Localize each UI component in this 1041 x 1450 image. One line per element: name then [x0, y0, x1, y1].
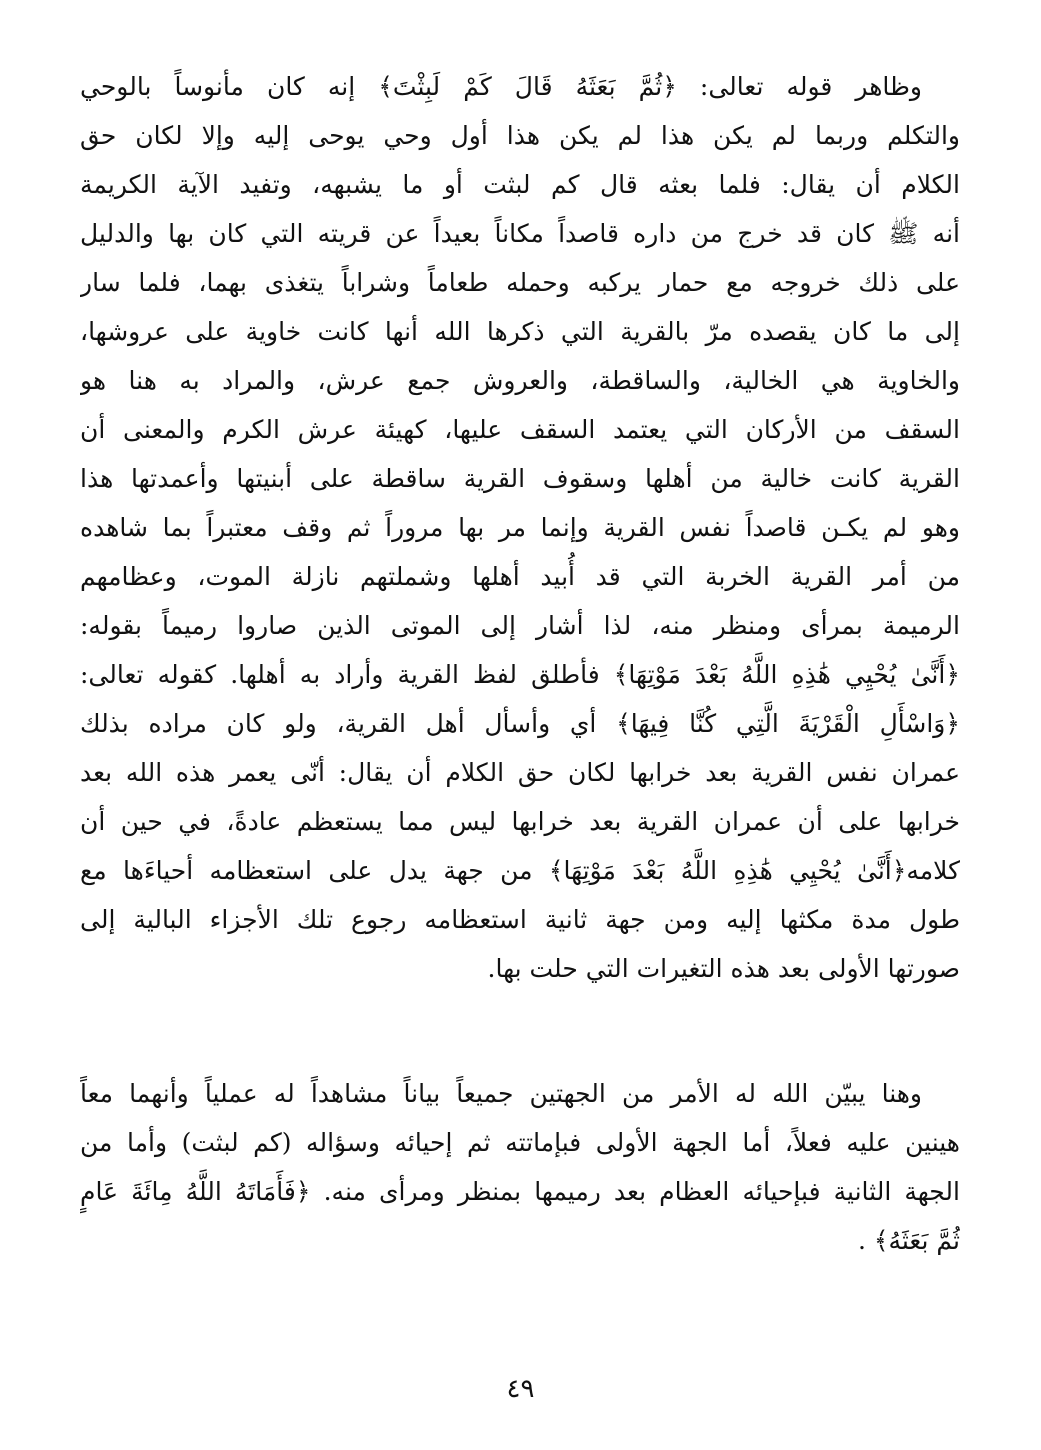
text-line: عمران نفس القرية بعد خرابها لكان حق الكلام أن يقال: أنّى يعمر هذه الله بعد [80, 758, 960, 787]
paragraph-gap [80, 993, 960, 1069]
text-line: الرميمة بمرأى ومنظر منه، لذا أشار إلى الموتى الذين صاروا رميماً بقوله: [80, 611, 960, 640]
text-line: الكلام أن يقال: فلما بعثه قال كم لبثت أو ما يشبهه، وتفيد الآية الكريمة [80, 170, 960, 199]
text-line: ﴿أَنَّىٰ يُحْيِي هَٰذِهِ اللَّهُ بَعْدَ مَوْتِهَا﴾ فأطلق لفظ القرية وأراد به أهلها. كقوله تعالى: [80, 660, 960, 689]
page-number: ٤٩ [506, 1374, 535, 1404]
text-line: وهو لم يكـن قاصداً نفس القرية وإنما مر بها مروراً ثم وقف معتبراً بما شاهده [80, 513, 960, 542]
page-body [80, 62, 960, 1265]
text-line: من أمر القرية الخربة التي قد أُبيد أهلها وشملتهم نازلة الموت، وعظامهم [80, 562, 960, 591]
text-line: هينين عليه فعلاً، أما الجهة الأولى فبإماتته ثم إحيائه وسؤاله (كم لبثت) وأما من [80, 1128, 960, 1157]
text-line: كلامه﴿أَنَّىٰ يُحْيِي هَٰذِهِ اللَّهُ بَعْدَ مَوْتِهَا﴾ من جهة يدل على استعظامه أحياءَها مع [80, 856, 960, 885]
text-line: خرابها على أن عمران القرية بعد خرابها ليس مما يستعظم عادةً، في حين أن [80, 807, 960, 836]
text-line: إلى ما كان يقصده مرّ بالقرية التي ذكرها الله أنها كانت خاوية على عروشها، [80, 317, 960, 346]
text-line: والتكلم وربما لم يكن هذا لم يكن هذا أول وحي يوحى إليه وإلا لكان حق [80, 121, 960, 150]
text-line: طول مدة مكثها إليه ومن جهة ثانية استعظامه رجوع تلك الأجزاء البالية إلى [80, 905, 960, 934]
paragraph-2 [80, 1069, 960, 1265]
text-line: على ذلك خروجه مع حمار يركبه وحمله طعاماً وشراباً يتغذى بهما، فلما سار [80, 268, 960, 297]
text-line: ﴿وَاسْأَلِ الْقَرْيَةَ الَّتِي كُنَّا فِيهَا﴾ أي وأسأل أهل القرية، ولو كان مراده بذلك [80, 709, 960, 738]
text-line: وهنا يبيّن الله له الأمر من الجهتين جميعاً بياناً مشاهداً له عملياً وأنهما معاً [80, 1079, 922, 1108]
text-line: القرية كانت خالية من أهلها وسقوف القرية ساقطة على أبنيتها وأعمدتها هذا [80, 464, 960, 493]
text-line: وظاهر قوله تعالى: ﴿ثُمَّ بَعَثَهُ قَالَ كَمْ لَبِثْتَ﴾ إنه كان مأنوساً بالوحي [80, 72, 922, 101]
text-line: ثُمَّ بَعَثَهُ﴾ . [857, 1226, 960, 1255]
text-line: والخاوية هي الخالية، والساقطة، والعروش جمع عرش، والمراد به هنا هو [80, 366, 960, 395]
text-line: أنه ﷺ كان قد خرج من داره قاصداً مكاناً بعيداً عن قريته التي كان بها والدليل [80, 219, 960, 248]
text-line: السقف من الأركان التي يعتمد السقف عليها، كهيئة عرش الكرم والمعنى أن [80, 415, 960, 444]
text-line: الجهة الثانية فبإحيائه العظام بعد رميمها بمنظر ومرأى منه. ﴿فَأَمَاتَهُ اللَّهُ مِائَةَ عَامٍ [80, 1177, 960, 1206]
paragraph-1 [80, 62, 960, 993]
text-line: صورتها الأولى بعد هذه التغيرات التي حلت بها. [487, 954, 960, 983]
